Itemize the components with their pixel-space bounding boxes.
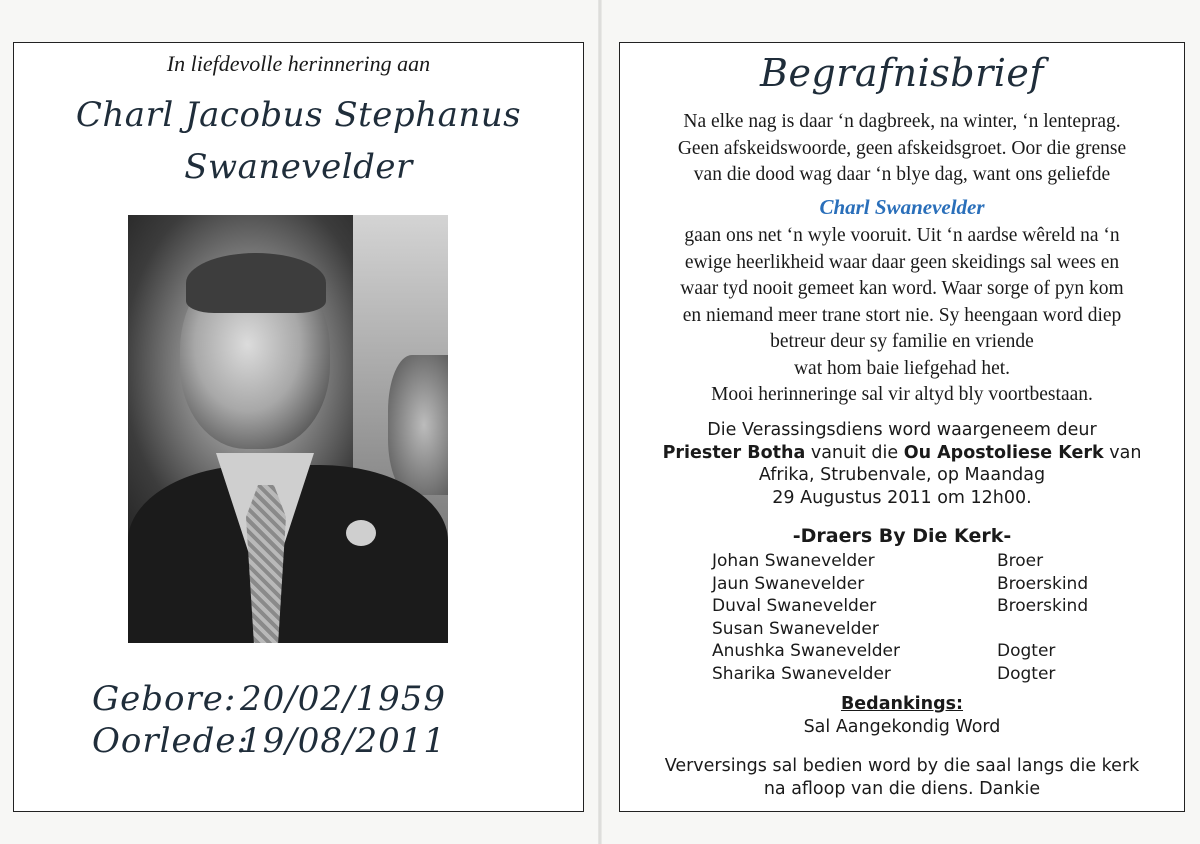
bearer-name: Jaun Swanevelder xyxy=(712,573,865,594)
service-line: Afrika, Strubenvale, op Maandag xyxy=(758,465,1046,485)
poem-line: Na elke nag is daar ‘n dagbreek, na winter, ‘n lenteprag. xyxy=(683,111,1121,132)
death-label: Oorlede: xyxy=(92,721,249,761)
list-item xyxy=(712,574,1112,597)
page-fold xyxy=(598,0,602,844)
bearer-name: Susan Swanevelder xyxy=(712,618,879,639)
bearers-heading: -Draers By Die Kerk- xyxy=(792,525,1012,547)
birth-date-row xyxy=(92,679,446,719)
birth-label: Gebore: xyxy=(92,679,237,719)
deceased-name: Charl Swanevelder xyxy=(819,195,985,219)
bearer-name: Johan Swanevelder xyxy=(712,551,875,571)
thanks-heading: Bedankings: xyxy=(840,694,964,714)
thanks-text: Sal Aangekondig Word xyxy=(803,717,1001,737)
poem-line: gaan ons net ‘n wyle vooruit. Uit ‘n aardse wêreld na ‘n xyxy=(684,225,1120,246)
closing-line: Verversings sal bedien word by die saal langs die kerk xyxy=(664,756,1140,776)
list-item xyxy=(712,664,1112,687)
list-item xyxy=(712,596,1112,619)
bearers-list xyxy=(712,551,1112,686)
funeral-letter-panel xyxy=(619,42,1185,812)
poem-line: en niemand meer trane stort nie. Sy heengaan word diep xyxy=(682,304,1122,326)
service-details xyxy=(620,419,1184,509)
poem-part1 xyxy=(620,109,1184,189)
bearer-name: Duval Swanevelder xyxy=(712,596,877,616)
poem-line: ewige heerlikheid waar daar geen skeidings sal wees en xyxy=(684,251,1120,273)
bearer-relation: Dogter xyxy=(997,641,1056,661)
church-name: Ou Apostoliese Kerk xyxy=(903,442,1104,463)
bearer-name: Anushka Swanevelder xyxy=(712,641,901,661)
memorial-cover-panel xyxy=(13,42,584,812)
bearer-relation: Broerskind xyxy=(997,596,1089,616)
death-date: 19/08/2011 xyxy=(240,721,446,761)
service-line: Die Verassingsdiens word waargeneem deur xyxy=(707,420,1097,440)
list-item xyxy=(712,641,1112,664)
death-date-row xyxy=(92,721,446,761)
closing-line: na afloop van die diens. Dankie xyxy=(763,778,1041,799)
bearer-relation: Broer xyxy=(997,551,1044,571)
full-name-line1: Charl Jacobus Stephanus xyxy=(75,95,522,135)
poem-line: wat hom baie liefgehad het. xyxy=(793,357,1011,379)
list-item xyxy=(712,619,1112,642)
priest-name: Priester Botha xyxy=(662,442,806,463)
closing-note xyxy=(620,755,1184,800)
letter-title: Begrafnisbrief xyxy=(760,51,1044,95)
list-item xyxy=(712,551,1112,574)
service-date: 29 Augustus 2011 om 12h00. xyxy=(772,487,1032,508)
poem-line: betreur deur sy familie en vriende xyxy=(770,331,1034,352)
full-name-line2: Swanevelder xyxy=(184,147,413,187)
bearer-name: Sharika Swanevelder xyxy=(712,663,891,684)
poem-line: Mooi herinneringe sal vir altyd bly voortbestaan. xyxy=(711,384,1093,405)
birth-date: 20/02/1959 xyxy=(240,679,446,719)
portrait-photo xyxy=(128,215,448,643)
bearer-relation: Broerskind xyxy=(997,573,1089,594)
poem-line: van die dood wag daar ‘n blye dag, want ons geliefde xyxy=(693,164,1111,185)
poem-part2 xyxy=(620,223,1184,409)
service-line-priest: Priester Botha vanuit die Ou Apostoliese Kerk van xyxy=(662,442,1142,463)
poem-line: Geen afskeidswoorde, geen afskeidsgroet. Oor die grense xyxy=(677,137,1127,159)
poem-line: waar tyd nooit gemeet kan word. Waar sorge of pyn kom xyxy=(680,278,1124,299)
intro-text: In liefdevolle herinnering aan xyxy=(166,51,431,76)
bearer-relation: Dogter xyxy=(997,663,1056,684)
